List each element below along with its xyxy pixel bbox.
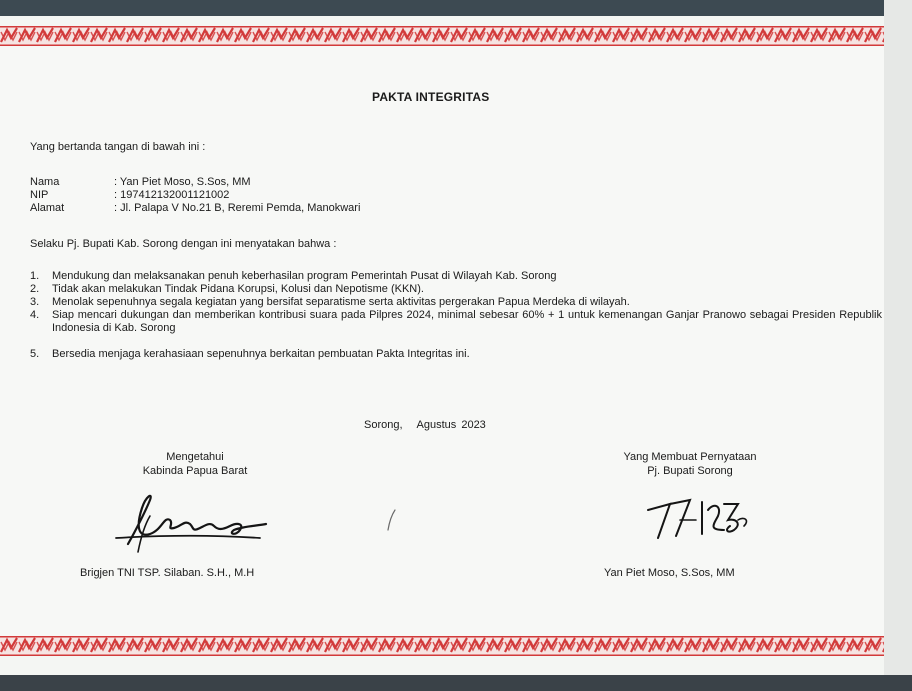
list-item-text: Bersedia menjaga kerahasiaan sepenuhnya berkaitan pembuatan Pakta Integritas ini. (52, 348, 470, 360)
identity-value: : Yan Piet Moso, S.Sos, MM (114, 176, 251, 188)
handwritten-signature-right (640, 490, 760, 550)
identity-row-address (30, 202, 360, 215)
decorative-border-bottom (0, 636, 884, 656)
list-item-text: Mendukung dan melaksanakan penuh keberhasilan program Pemerintah Pusat di Wilayah Kab. Sorong (52, 270, 557, 282)
place-and-date (364, 419, 486, 431)
list-item-text: Siap mencari dukungan dan memberikan kontribusi suara pada Pilpres 2024, minimal sebesar 60% + 1 untuk kemenangan Ganjar Pranowo sebagai Presiden Republik Indonesia di Kab. Sorong (52, 309, 882, 334)
identity-label: Alamat (30, 202, 65, 214)
identity-row-name (30, 176, 251, 189)
identity-label: NIP (30, 189, 49, 201)
right-signer-line1: Yang Membuat Pernyataan (623, 451, 757, 463)
list-item-number: 4. (30, 309, 40, 321)
date: Agustus 2023 (416, 419, 486, 431)
list-item-number: 3. (30, 296, 40, 308)
right-signer-line2: Pj. Bupati Sorong (647, 465, 733, 477)
left-signer-name: Brigjen TNI TSP. Silaban. S.H., M.H (80, 567, 255, 579)
list-item-number: 5. (30, 348, 40, 360)
left-signer-line2: Kabinda Papua Barat (142, 465, 248, 477)
handwritten-signature-left (110, 486, 280, 556)
document-title: PAKTA INTEGRITAS (372, 90, 490, 104)
list-item-text: Tidak akan melakukan Tindak Pidana Korupsi, Kolusi dan Nepotisme (KKN). (52, 283, 424, 295)
pen-mark (385, 508, 399, 534)
identity-row-nip (30, 189, 229, 202)
identity-value: : Jl. Palapa V No.21 B, Reremi Pemda, Manokwari (114, 202, 361, 214)
bottom-frame-edge (0, 675, 912, 691)
intro-text: Yang bertanda tangan di bawah ini : (30, 141, 206, 153)
list-item-number: 1. (30, 270, 40, 282)
identity-value: : 197412132001121002 (114, 189, 230, 201)
list-item-text: Menolak sepenuhnya segala kegiatan yang bersifat separatisme serta aktivitas pergerakan Papua Merdeka di wilayah. (52, 296, 630, 308)
identity-label: Nama (30, 176, 60, 188)
list-item-number: 2. (30, 283, 40, 295)
decorative-border-top (0, 26, 884, 46)
left-signature-block (70, 450, 320, 478)
right-frame-edge (884, 0, 912, 691)
place: Sorong, (364, 419, 403, 431)
right-signature-block (590, 450, 790, 478)
right-signer-name: Yan Piet Moso, S.Sos, MM (604, 567, 735, 579)
left-signer-line1: Mengetahui (166, 451, 224, 463)
border-pattern-bottom (0, 636, 884, 656)
border-pattern-top (0, 26, 884, 46)
top-frame-edge (0, 0, 912, 16)
declaration-text: Selaku Pj. Bupati Kab. Sorong dengan ini menyatakan bahwa : (30, 238, 337, 250)
